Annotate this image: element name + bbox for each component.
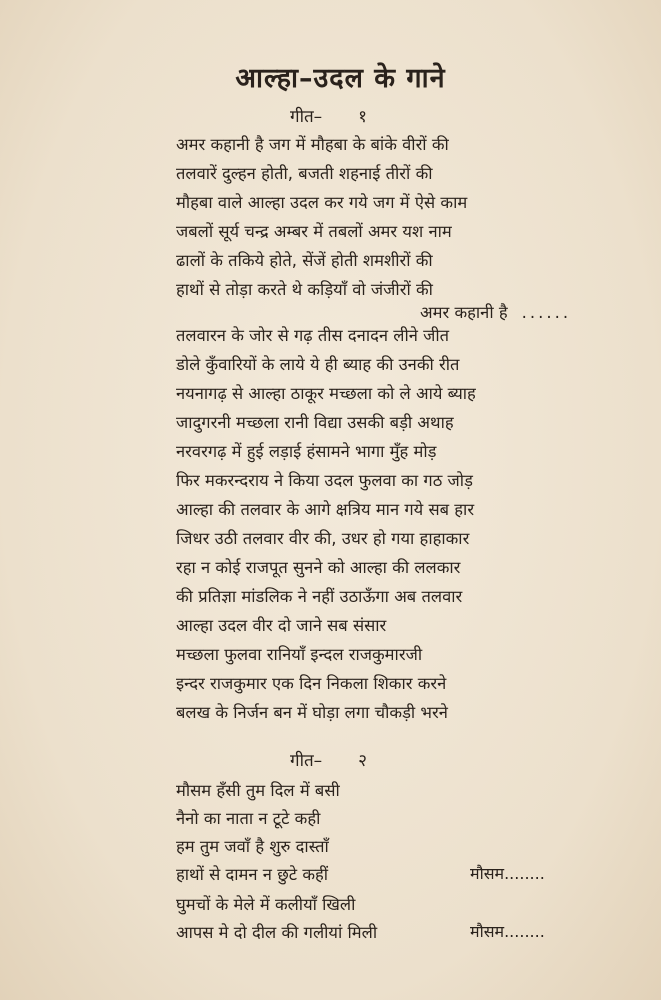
- song2-line: हाथों से दामन न छुटे कहीं: [176, 865, 329, 884]
- song1-line: जिधर उठी तलवार वीर की, उधर हो गया हाहाकार: [176, 529, 470, 548]
- song1-line: इन्दर राजकुमार एक दिन निकला शिकार करने: [176, 674, 447, 693]
- song1-line: ढालों के तकिये होते, सेंजें होती शमशीरों की: [176, 251, 433, 270]
- song1-line: की प्रतिज्ञा मांडलिक ने नहीं उठाऊँगा अब तलवार: [176, 587, 463, 606]
- song2-line: आपस मे दो दील की गलीयां मिली: [176, 923, 378, 942]
- song1-number: १: [358, 107, 368, 127]
- song1-line: डोले कुँवारियों के लाये ये ही ब्याह की उनकी रीत: [176, 355, 460, 374]
- song1-line: नयनागढ़ से आल्हा ठाकूर मच्छला को ले आये ब्याह: [176, 384, 476, 403]
- song1-line: तलवारें दुल्हन होती, बजती शहनाई तीरों की: [176, 164, 433, 183]
- song2-refrain-2: मौसम........: [470, 922, 545, 941]
- refrain-text: अमर कहानी है: [420, 303, 508, 322]
- song2-line: घुमचों के मेले में कलीयाँ खिली: [176, 895, 356, 914]
- song1-line: नरवरगढ़ में हुई लड़ाई हंसामने भागा मुँह मोड़: [176, 442, 437, 461]
- refrain-dots: ......: [521, 303, 572, 322]
- song1-line: बलख के निर्जन बन में घोड़ा लगा चौकड़ी भरने: [176, 703, 448, 722]
- page-title: आल्हा–उदल के गाने: [235, 63, 446, 94]
- song2-line: मौसम हँसी तुम दिल में बसी: [176, 781, 340, 800]
- song1-line: जादुगरनी मच्छला रानी विद्या उसकी बड़ी अथाह: [176, 413, 454, 432]
- song1-line: फिर मकरन्दराय ने किया उदल फुलवा का गठ जोड़: [176, 471, 473, 490]
- song2-number: २: [358, 751, 368, 771]
- song1-line: जबलों सूर्य चन्द्र अम्बर में तबलों अमर यश नाम: [176, 222, 452, 241]
- song2-line: हम तुम जवाँ है शुरु दास्ताँ: [176, 837, 329, 856]
- song1-line: रहा न कोई राजपूत सुनने को आल्हा की ललकार: [176, 558, 461, 577]
- song1-line: अमर कहानी है जग में मौहबा के बांके वीरों की: [176, 135, 449, 154]
- song2-heading: [290, 748, 367, 771]
- song2-line: नैनो का नाता न टूटे कही: [176, 809, 321, 828]
- song1-line: तलवारन के जोर से गढ़ तीस दनादन लीने जीत: [176, 326, 450, 345]
- song1-heading: [290, 104, 367, 127]
- song1-refrain: [420, 300, 571, 323]
- song1-line: हाथों से तोड़ा करते थे कड़ियाँ वो जंजीरों की: [176, 280, 433, 299]
- song2-label: गीत–: [290, 751, 323, 771]
- song1-line: मौहबा वाले आल्हा उदल कर गये जग में ऐसे काम: [176, 193, 468, 212]
- song1-line: मच्छला फुलवा रानियाँ इन्दल राजकुमारजी: [176, 645, 423, 664]
- song1-line: आल्हा उदल वीर दो जाने सब संसार: [176, 616, 387, 635]
- song2-refrain-1: मौसम........: [470, 864, 545, 883]
- song1-line: आल्हा की तलवार के आगे क्षत्रिय मान गये सब हार: [176, 500, 475, 519]
- song1-label: गीत–: [290, 107, 323, 127]
